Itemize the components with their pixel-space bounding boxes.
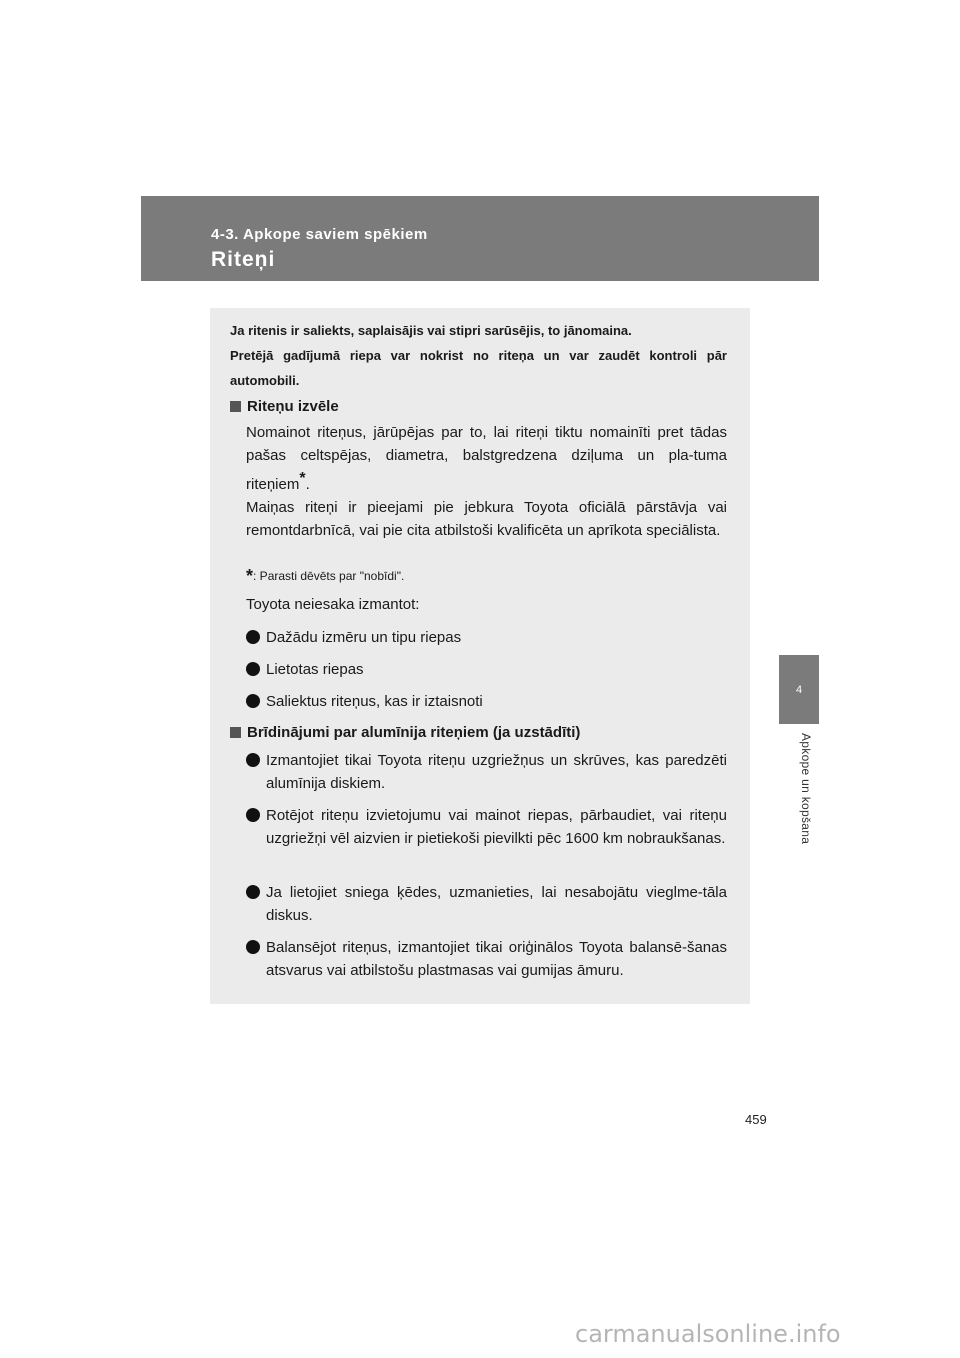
bullet-icon: [246, 753, 260, 767]
list-item: [246, 626, 727, 649]
section-label: 4-3. Apkope saviem spēkiem: [211, 226, 428, 243]
footnote-text: : Parasti dēvēts par "nobīdi".: [253, 569, 405, 583]
square-bullet-icon: [230, 401, 241, 412]
list-item: [246, 658, 727, 681]
section-heading-aluminium: [230, 724, 580, 741]
list-item-text: Lietotas riepas: [266, 661, 364, 678]
wheel-choice-paragraph: [246, 421, 727, 542]
bullet-icon: [246, 662, 260, 676]
bullet-icon: [246, 940, 260, 954]
page-number: 459: [745, 1112, 767, 1127]
list-item-text: Saliektus riteņus, kas ir iztaisnoti: [266, 693, 483, 710]
heading-text: Riteņu izvēle: [247, 398, 339, 415]
chapter-tab[interactable]: [779, 655, 819, 724]
paragraph-text: Maiņas riteņi ir pieejami pie jebkura Toyota oficiālā pārstāvja vai remontdarbnīcā, vai pie cita atbilstoši kvalificēta un aprīkota speciālista.: [246, 499, 727, 539]
paragraph-text: Nomainot riteņus, jārūpējas par to, lai riteņi tiktu nomainīti pret tādas pašas celtspējas, diametra, balstgredzena dziļuma un pla-tuma riteņiem: [246, 424, 727, 493]
warning-line: Ja ritenis ir saliekts, saplaisājis vai stipri sarūsējis, to jānomaina.: [230, 323, 632, 338]
footnote: [246, 564, 404, 585]
warning-text: [230, 318, 727, 393]
list-item-text: Ja lietojiet sniega ķēdes, uzmanieties, lai nesabojātu vieglme-tāla diskus.: [266, 884, 727, 924]
list-item-text: Rotējot riteņu izvietojumu vai mainot riepas, pārbaudiet, vai riteņu uzgriežņi vēl aizvien ir pietiekoši pievilkti pēc 1600 km nobraukšanas.: [266, 807, 727, 847]
list-item: [246, 881, 727, 927]
bullet-icon: [246, 694, 260, 708]
list-item-text: Dažādu izmēru un tipu riepas: [266, 629, 462, 646]
list-item: [246, 936, 727, 982]
intro-text: Toyota neiesaka izmantot:: [246, 596, 420, 613]
bullet-icon: [246, 808, 260, 822]
section-heading-wheel-choice: [230, 398, 339, 415]
chapter-number: 4: [795, 683, 803, 696]
content-box: [210, 308, 750, 1004]
footnote-star: *: [246, 566, 254, 586]
paragraph-end: .: [305, 476, 310, 493]
list-item-text: Izmantojiet tikai Toyota riteņu uzgriežņus un skrūves, kas paredzēti alumīnija diskiem.: [266, 752, 727, 792]
chapter-label: Apkope un kopšana: [799, 733, 813, 845]
bullet-icon: [246, 630, 260, 644]
bullet-icon: [246, 885, 260, 899]
list-item-text: Balansējot riteņus, izmantojiet tikai oriģinālos Toyota balansē-šanas atsvarus vai atbilstošu plastmasas vai gumijas āmuru.: [266, 939, 727, 979]
page-title: Riteņi: [211, 248, 276, 271]
watermark[interactable]: carmanualsonline.info: [575, 1320, 841, 1348]
footnote-star: *: [299, 470, 306, 487]
list-item: [246, 804, 727, 850]
list-item: [246, 690, 727, 713]
warning-line: Pretējā gadījumā riepa var nokrist no riteņa un var zaudēt kontroli pār automobili.: [230, 348, 727, 388]
heading-text: Brīdinājumi par alumīnija riteņiem (ja uzstādīti): [247, 724, 581, 741]
square-bullet-icon: [230, 727, 241, 738]
list-item: [246, 749, 727, 795]
page-header: [141, 196, 819, 281]
